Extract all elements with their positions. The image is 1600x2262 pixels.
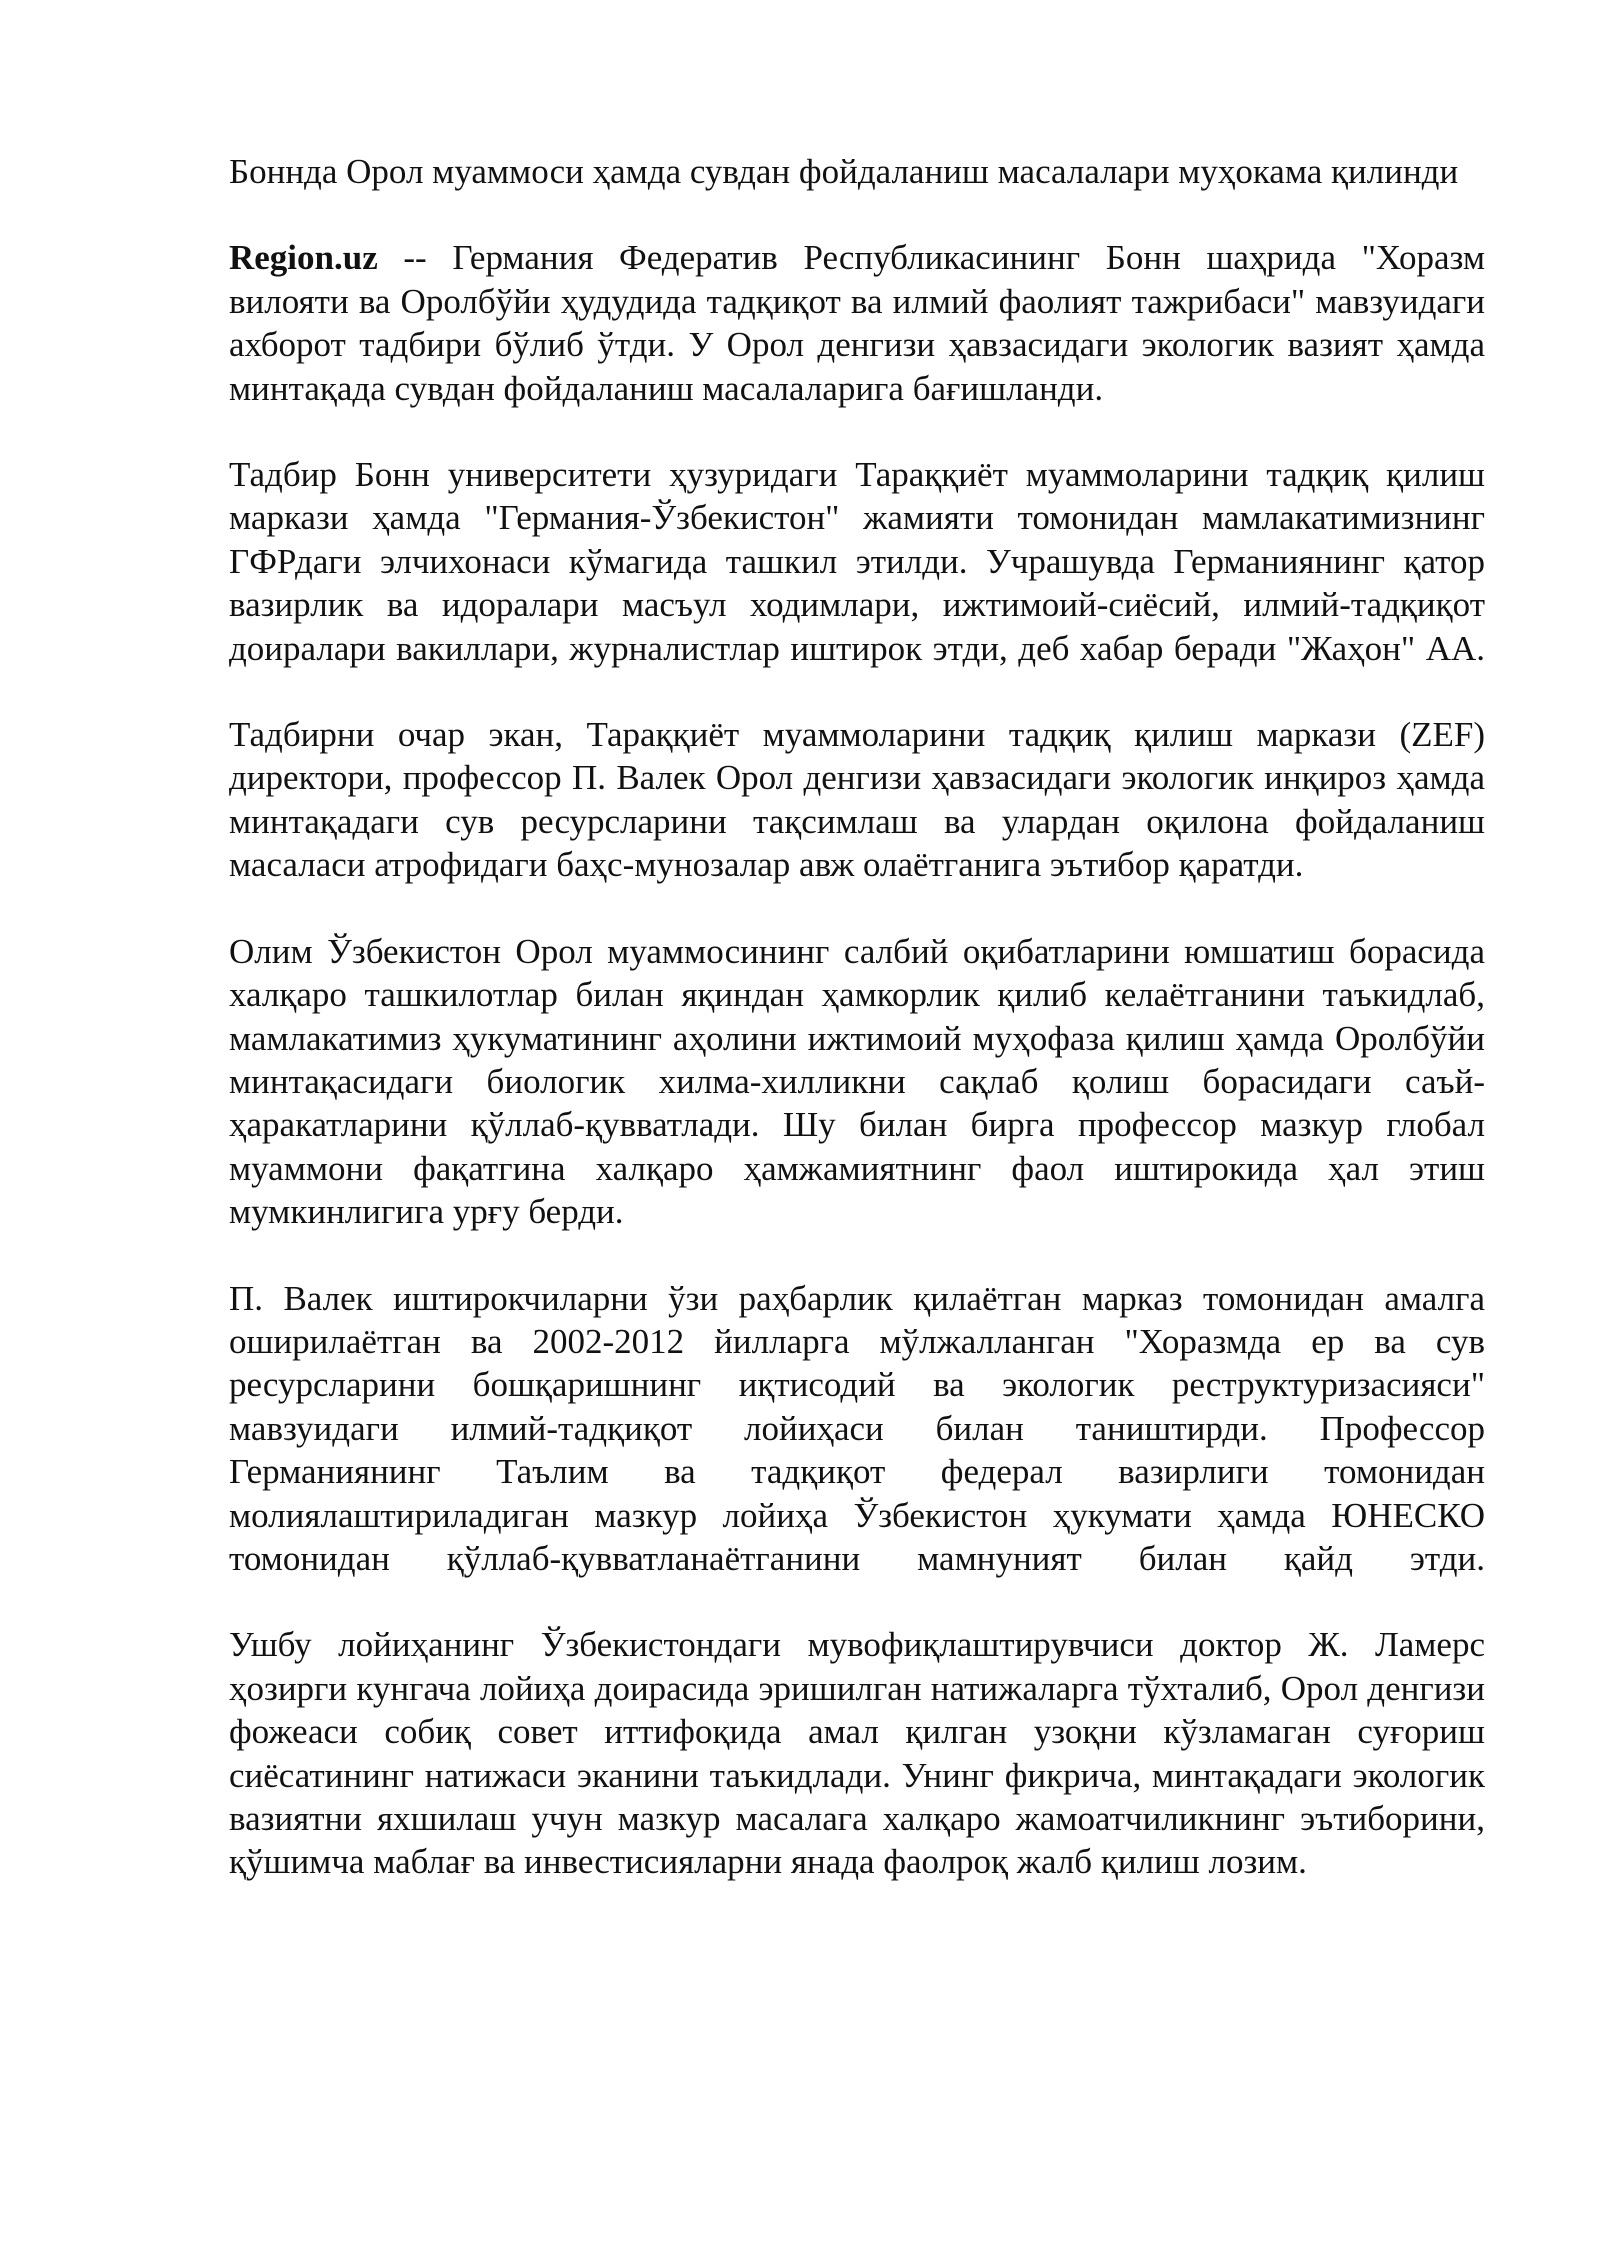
paragraph-2: Тадбирни очар экан, Тараққиёт муаммоларини тадқиқ қилиш маркази (ZEF) директори, профессор П. Валек Орол денгизи ҳавзасидаги экологик инқироз ҳамда минтақадаги сув ресурсларини тақсимлаш ва улардан оқилона фойдаланиш масаласи атрофидаги баҳс-мунозалар авж олаётганига эътибор қаратди. <box>229 715 1485 885</box>
source-separator: -- <box>377 238 453 278</box>
source-name: Region.uz <box>229 238 378 278</box>
document-page <box>229 150 1485 1927</box>
paragraph-4: П. Валек иштирокчиларни ўзи раҳбарлик қилаётган марказ томонидан амалга оширилаётган ва 2002-2012 йилларга мўлжалланган "Хоразмда ер ва сув ресурсларини бошқаришнинг иқтисодий ва экологик реструктуризасияси" мавзуидаги илмий-тадқиқот лойиҳаси билан таништирди. Профессор Германиянинг Таълим ва тадқиқот федерал вазирлиги томонидан молиялаштириладиган мазкур лойиҳа Ўзбекистон ҳукумати ҳамда ЮНЕСКО томонидан қўллаб-қувватланаётганини мамнуният билан қайд этди. <box>229 1278 1485 1578</box>
paragraph-1: Тадбир Бонн университети ҳузуридаги Тараққиёт муаммоларини тадқиқ қилиш маркази ҳамда "Германия-Ўзбекистон" жамияти томонидан мамлакатимизнинг ГФРдаги элчихонаси кўмагида ташкил этилди. Учрашувда Германиянинг қатор вазирлик ва идоралари масъул ходимлари, ижтимоий-сиёсий, илмий-тадқиқот доиралари вакиллари, журналистлар иштирок этди, деб хабар беради "Жаҳон" АА. <box>229 455 1485 668</box>
lead-text: Германия Федератив Республикасининг Бонн шаҳрида "Хоразм вилояти ва Оролбўйи ҳудудида тадқиқот ва илмий фаолият тажрибаси" мавзуидаги ахборот тадбири бўлиб ўтди. У Орол денгизи ҳавзасидаги экологик вазият ҳамда минтақада сувдан фойдаланиш масалаларига бағишланди. <box>229 238 1486 408</box>
paragraph-3: Олим Ўзбекистон Орол муаммосининг салбий оқибатларини юмшатиш борасида халқаро ташкилотлар билан яқиндан ҳамкорлик қилиб келаётганини таъкидлаб, мамлакатимиз ҳукуматининг аҳолини ижтимоий муҳофаза қилиш ҳамда Оролбўйи минтақасидаги биологик хилма-хилликни сақлаб қолиш борасидаги саъй-ҳаракатларини қўллаб-қувватлади. Шу билан бирга профессор мазкур глобал муаммони фақатгина халқаро ҳамжамиятнинг фаол иштирокида ҳал этиш мумкинлигига урғу берди. <box>229 931 1485 1232</box>
article-title: Боннда Орол муаммоси ҳамда сувдан фойдаланиш масалалари муҳокама қилинди <box>229 152 1459 191</box>
paragraph-5: Ушбу лойиҳанинг Ўзбекистондаги мувофиқлаштирувчиси доктор Ж. Ламерс ҳозирги кунгача лойиҳа доирасида эришилган натижаларга тўхталиб, Орол денгизи фожеаси собиқ совет иттифоқида амал қилган узоқни кўзламаган суғориш сиёсатининг натижаси эканини таъкидлади. Унинг фикрича, минтақадаги экологик вазиятни яхшилаш учун мазкур масалага халқаро жамоатчиликнинг эътиборини, қўшимча маблағ ва инвестисияларни янада фаолроқ жалб қилиш лозим. <box>229 1625 1485 1882</box>
lead-paragraph <box>229 236 1485 410</box>
